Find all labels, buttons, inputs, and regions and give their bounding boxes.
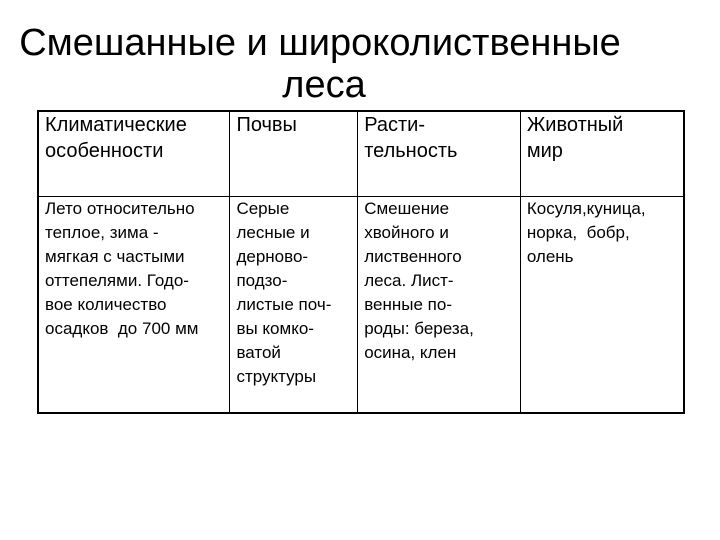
cell-text-line: олень xyxy=(526,247,574,266)
header-text-line: Климатические xyxy=(45,114,187,136)
header-cell-soils xyxy=(230,111,358,197)
cell-vegetation xyxy=(358,197,521,414)
cell-text-line: Лето относительно xyxy=(45,199,195,218)
table-header-row xyxy=(38,111,684,197)
cell-text-line: теплое, зима - xyxy=(45,223,159,242)
cell-text-line: оттепелями. Годо- xyxy=(45,271,189,290)
cell-text-line: мягкая с частыми xyxy=(45,247,185,266)
header-text-line: особенности xyxy=(45,140,164,162)
cell-text-line: роды: береза, xyxy=(364,319,474,338)
cell-text-line: хвойного и xyxy=(364,223,449,242)
cell-text-line: норка, бобр, xyxy=(526,223,630,242)
cell-text-line: Смешение xyxy=(364,199,450,218)
header-cell-climate xyxy=(38,111,230,197)
cell-text-line: осадков до 700 мм xyxy=(45,319,199,338)
cell-text-line: лиственного xyxy=(364,247,462,266)
header-text-line: тельность xyxy=(364,140,458,162)
slide-title-line-2: леса xyxy=(282,64,366,106)
cell-text-line: дерново- xyxy=(236,247,309,266)
cell-text-line: леса. Лист- xyxy=(364,271,454,290)
header-text-line: Животный xyxy=(526,114,624,136)
cell-text-line: ватой xyxy=(236,343,281,362)
cell-text-line: осина, клен xyxy=(364,343,457,362)
cell-climate xyxy=(38,197,230,414)
header-cell-vegetation xyxy=(358,111,521,197)
cell-text-line: венные по- xyxy=(364,295,452,314)
cell-text-line: Серые xyxy=(236,199,290,218)
cell-text-line: Косуля,куница, xyxy=(526,199,646,218)
cell-text-line: вы комко- xyxy=(236,319,314,338)
header-text-line: Почвы xyxy=(236,114,297,136)
cell-soils xyxy=(230,197,358,414)
cell-fauna xyxy=(520,197,684,414)
cell-text-line: листые поч- xyxy=(236,295,332,314)
cell-text-line: вое количество xyxy=(45,295,167,314)
header-text-line: Расти- xyxy=(364,114,425,136)
cell-text-line: лесные и xyxy=(236,223,310,242)
forest-characteristics-table xyxy=(37,110,685,414)
slide-title-line-1: Смешанные и широколиственные xyxy=(19,22,621,64)
header-text-line: мир xyxy=(526,140,563,162)
table-row xyxy=(38,197,684,414)
header-cell-fauna xyxy=(520,111,684,197)
slide-title xyxy=(0,22,640,106)
cell-text-line: структуры xyxy=(236,367,317,386)
cell-text-line: подзо- xyxy=(236,271,288,290)
